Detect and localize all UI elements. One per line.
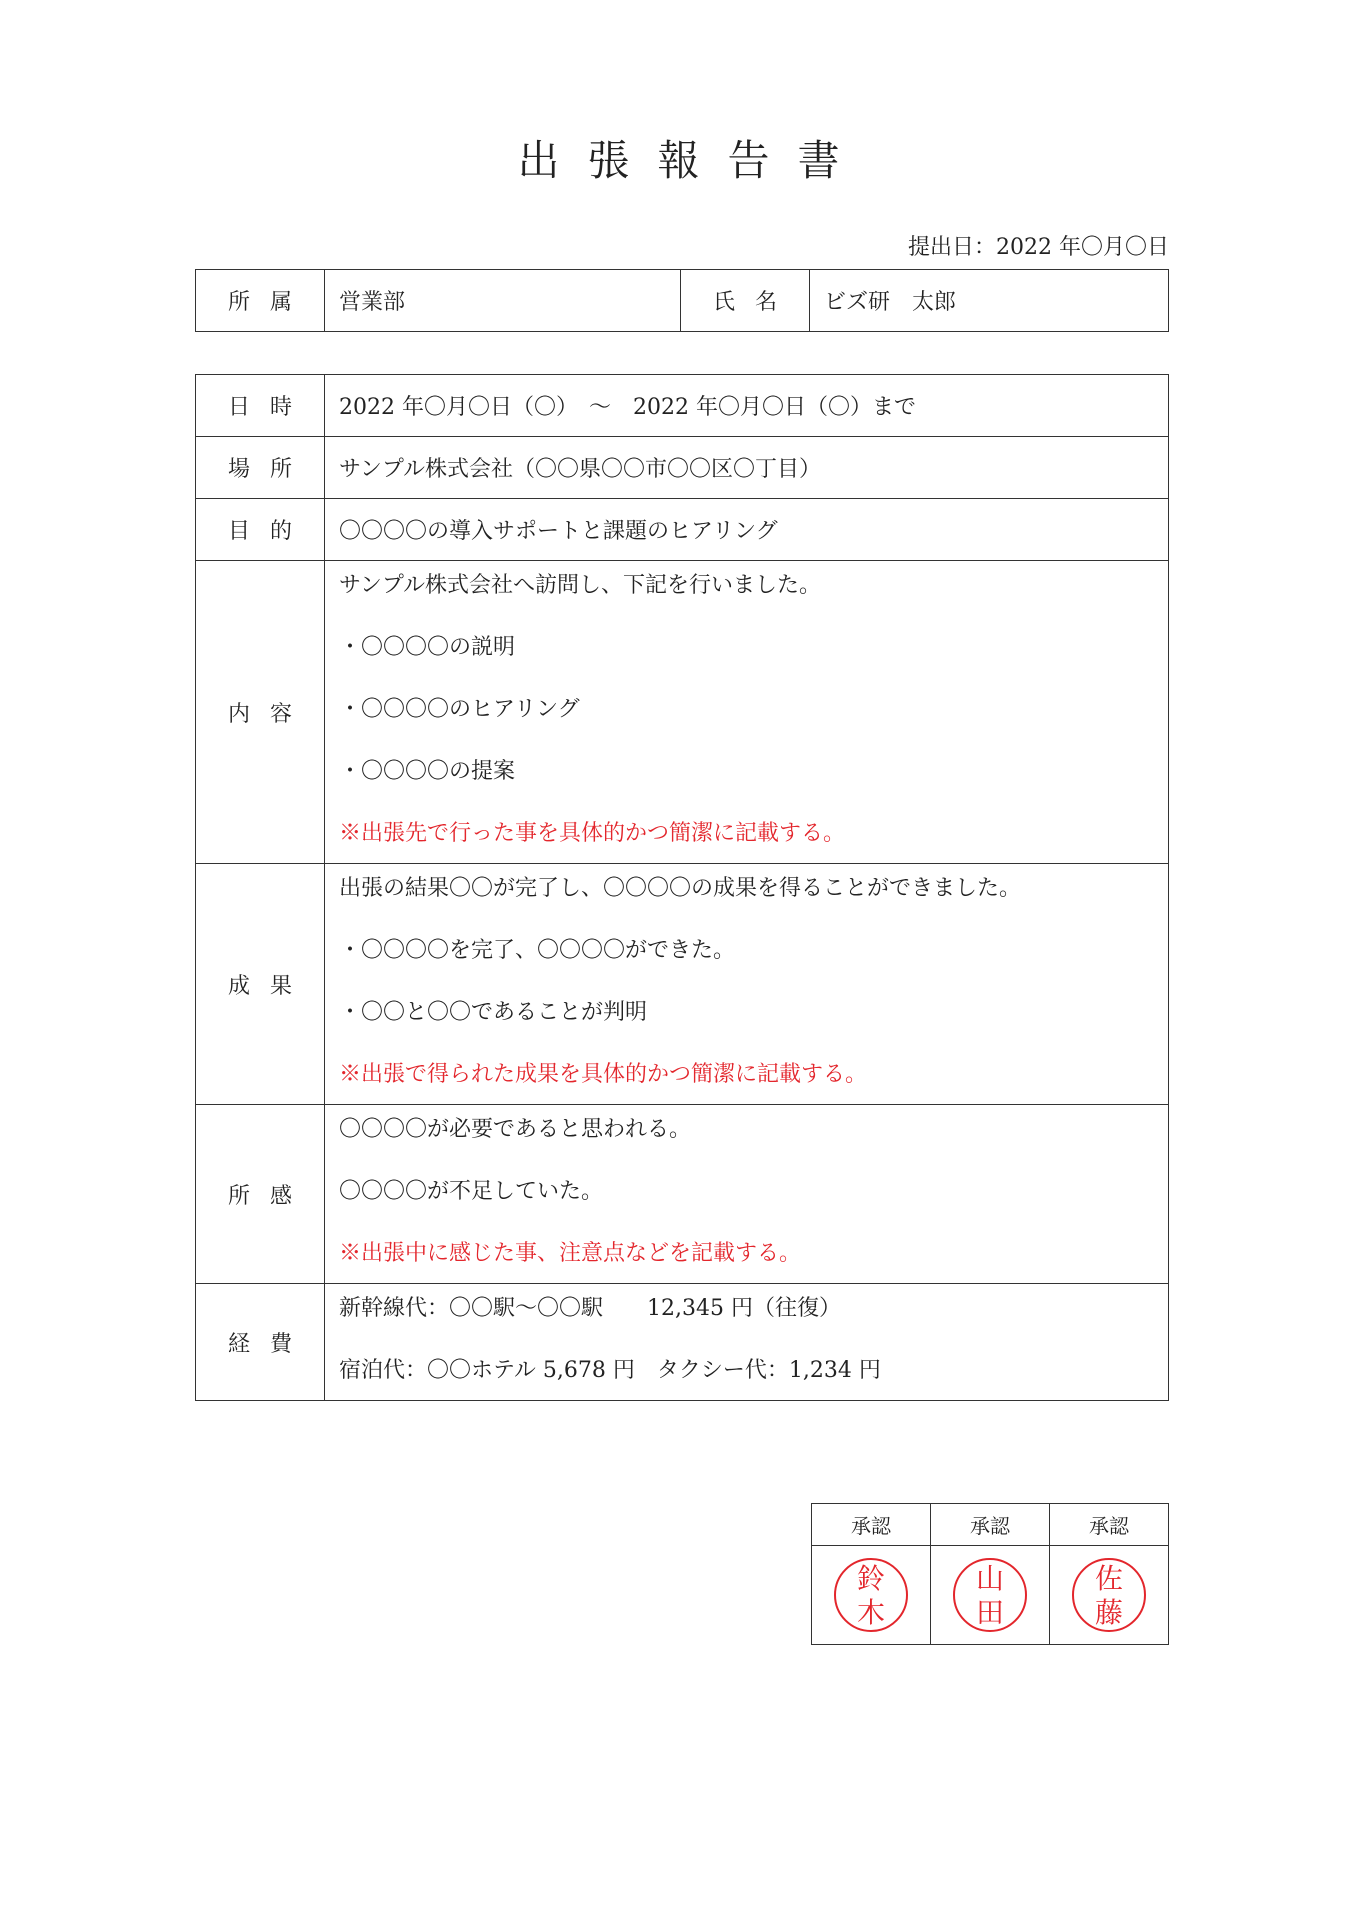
purpose-value: 〇〇〇〇の導入サポートと課題のヒアリング <box>325 499 1169 561</box>
impressions-line: 〇〇〇〇が不足していた。 <box>339 1179 604 1204</box>
approval-label: 承認 <box>812 1504 931 1546</box>
expenses-line: 宿泊代：〇〇ホテル 5,678 円 タクシー代：1,234 円 <box>339 1358 881 1383</box>
purpose-row <box>196 499 1169 561</box>
purpose-label: 目的 <box>196 499 325 561</box>
content-line: ・〇〇〇〇の説明 <box>339 635 516 660</box>
approval-stamp-cell <box>812 1546 931 1645</box>
content-row <box>196 561 1169 864</box>
approval-label: 承認 <box>1050 1504 1169 1546</box>
results-line: 出張の結果〇〇が完了し、〇〇〇〇の成果を得ることができました。 <box>339 876 1022 901</box>
content-line: ・〇〇〇〇の提案 <box>339 759 516 784</box>
results-label: 成果 <box>196 864 325 1105</box>
stamp-char: 佐 <box>1094 1562 1123 1595</box>
place-label: 場所 <box>196 437 325 499</box>
hanko-stamp <box>1072 1558 1146 1632</box>
expenses-body <box>325 1284 1169 1401</box>
submission-date: 提出日：2022 年〇月〇日 <box>908 235 1169 260</box>
results-line: ・〇〇〇〇を完了、〇〇〇〇ができた。 <box>339 938 736 963</box>
stamp-char: 山 <box>975 1562 1004 1595</box>
stamp-char: 木 <box>856 1596 885 1629</box>
place-row <box>196 437 1169 499</box>
impressions-body <box>325 1105 1169 1284</box>
stamp-char: 鈴 <box>856 1562 885 1595</box>
impressions-label: 所感 <box>196 1105 325 1284</box>
stamp-char: 田 <box>975 1596 1004 1629</box>
affiliation-label: 所属 <box>196 270 325 332</box>
content-line: サンプル株式会社へ訪問し、下記を行いました。 <box>339 573 822 598</box>
content-label: 内容 <box>196 561 325 864</box>
impressions-note: ※出張中に感じた事、注意点などを記載する。 <box>339 1241 802 1266</box>
content-note: ※出張先で行った事を具体的かつ簡潔に記載する。 <box>339 821 846 846</box>
approval-stamp-cell <box>931 1546 1050 1645</box>
datetime-row <box>196 375 1169 437</box>
approval-label: 承認 <box>931 1504 1050 1546</box>
approval-table <box>811 1503 1169 1645</box>
approval-stamp-cell <box>1050 1546 1169 1645</box>
expenses-label: 経費 <box>196 1284 325 1401</box>
applicant-info-table <box>195 269 1169 332</box>
impressions-row <box>196 1105 1169 1284</box>
datetime-value: 2022 年〇月〇日（〇） ～ 2022 年〇月〇日（〇）まで <box>325 375 1169 437</box>
results-line: ・〇〇と〇〇であることが判明 <box>339 1000 648 1025</box>
datetime-label: 日時 <box>196 375 325 437</box>
place-value: サンプル株式会社（〇〇県〇〇市〇〇区〇丁目） <box>325 437 1169 499</box>
content-line: ・〇〇〇〇のヒアリング <box>339 697 580 722</box>
name-label: 氏名 <box>681 270 810 332</box>
expenses-row <box>196 1284 1169 1401</box>
impressions-line: 〇〇〇〇が必要であると思われる。 <box>339 1117 692 1142</box>
results-row <box>196 864 1169 1105</box>
page-title: 出張報告書 <box>517 136 868 185</box>
results-body <box>325 864 1169 1105</box>
content-body <box>325 561 1169 864</box>
results-note: ※出張で得られた成果を具体的かつ簡潔に記載する。 <box>339 1062 868 1087</box>
stamp-char: 藤 <box>1094 1596 1123 1629</box>
expenses-line: 新幹線代：〇〇駅～〇〇駅 12,345 円（往復） <box>339 1296 841 1321</box>
report-table <box>195 374 1169 1401</box>
name-value: ビズ研 太郎 <box>810 270 1169 332</box>
hanko-stamp <box>834 1558 908 1632</box>
hanko-stamp <box>953 1558 1027 1632</box>
affiliation-value: 営業部 <box>325 270 681 332</box>
